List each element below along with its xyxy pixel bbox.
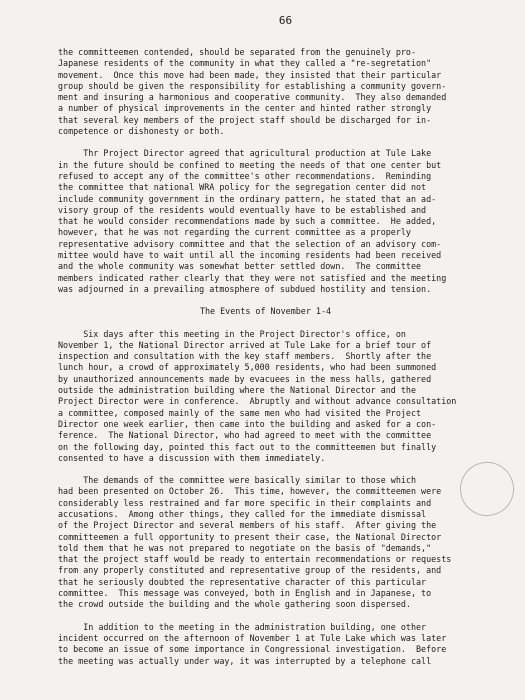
text-line: that several key members of the project staff should be discharged for in- — [58, 114, 432, 125]
text-line: Six days after this meeting in the Project Director's office, on — [58, 328, 406, 339]
text-line: movement. Once this move had been made, they insisted that their particular — [58, 69, 442, 80]
text-line: incident occurred on the afternoon of November 1 at Tule Lake which was later — [58, 632, 447, 643]
text-line: include community government in the ordinary pattern, he stated that an ad- — [58, 193, 437, 204]
text-line: visory group of the residents would eventually have to be established and — [58, 204, 427, 215]
text-line: November 1, the National Director arrived at Tule Lake for a brief tour of — [58, 339, 432, 350]
text-line: from any properly constituted and representative group of the residents, and — [58, 565, 442, 576]
paragraph-4 — [58, 475, 493, 611]
text-line: consented to have a discussion with them immediately. — [58, 452, 326, 463]
text-line: Thr Project Director agreed that agricultural production at Tule Lake — [58, 148, 432, 159]
text-line: representative advisory committee and that the selection of an advisory com- — [58, 238, 442, 249]
text-line: in the future should be confined to meeting the needs of that one center but — [58, 159, 442, 170]
paragraph-3 — [58, 329, 493, 465]
text-line: inspection and consultation with the key staff members. Shortly after the — [58, 351, 432, 362]
text-line: that he seriously doubted the representative character of this particular — [58, 576, 427, 587]
text-line: that the project staff would be ready to entertain recommendations or requests — [58, 554, 452, 565]
text-line: of the Project Director and several members of his staff. After giving the — [58, 520, 437, 531]
text-line: a number of physical improvements in the center and hinted rather strongly — [58, 103, 432, 114]
text-line: was adjourned in a prevailing atmosphere of subdued hostility and tension. — [58, 283, 432, 294]
text-line: outside the administration building where the National Director and the — [58, 385, 416, 396]
text-line: committee. This message was conveyed, both in English and in Japanese, to — [58, 588, 432, 599]
section-heading: The Events of November 1-4 — [199, 306, 332, 317]
text-line: Director one week earlier, then came into the building and asked for a con- — [58, 418, 437, 429]
paragraph-2 — [58, 148, 493, 295]
text-line: the committee that national WRA policy for the segregation center did not — [58, 182, 427, 193]
text-line: the crowd outside the building and the whole gathering soon dispersed. — [58, 599, 411, 610]
text-line: ference. The National Director, who had agreed to meet with the committee — [58, 430, 432, 441]
text-line: members indicated rather clearly that they were not satisfied and the meeting — [58, 272, 447, 283]
text-line: lunch hour, a crowd of approximately 5,000 residents, who had been summoned — [58, 362, 437, 373]
text-line: accusations. Among other things, they called for the immediate dismissal — [58, 508, 427, 519]
text-line: by unauthorized announcements made by evacuees in the mess halls, gathered — [58, 373, 432, 384]
text-line: on the following day, pointed this fact out to the committeemen but finally — [58, 441, 437, 452]
paragraph-1 — [58, 47, 493, 137]
page-number: 66 — [278, 14, 293, 27]
text-line: refused to accept any of the committee's other recommendations. Reminding — [58, 170, 432, 181]
text-line: ment and insuring a harmonious and cooperative community. They also demanded — [58, 92, 447, 103]
text-line: had been presented on October 26. This time, however, the committeemen were — [58, 486, 442, 497]
text-line: The demands of the committee were basically similar to those which — [58, 475, 416, 486]
text-line: and the whole community was somewhat better settled down. The committee — [58, 261, 422, 272]
text-line: the committeemen contended, should be separated from the genuinely pro- — [58, 47, 416, 57]
paragraph-5 — [58, 622, 493, 667]
text-line: In addition to the meeting in the administration building, one other — [58, 621, 427, 632]
text-line: told them that he was not prepared to negotiate on the basis of "demands," — [58, 542, 432, 553]
text-line: to become an issue of some importance in Congressional investigation. Before — [58, 644, 447, 655]
text-line: that he would consider recommendations made by such a committee. He added, — [58, 216, 437, 227]
text-line: Japanese residents of the community in what they called a "re-segretation" — [58, 58, 432, 69]
text-line: mittee would have to wait until all the incoming residents had been received — [58, 250, 442, 261]
text-line: the meeting was actually under way, it was interrupted by a telephone call — [58, 655, 432, 666]
text-line: however, that he was not regarding the current committee as a properly — [58, 227, 411, 238]
text-line: competence or dishonesty or both. — [58, 126, 225, 137]
text-line: group should be given the responsibility for establishing a community govern- — [58, 80, 447, 91]
text-line: committeemen a full opportunity to present their case, the National Director — [58, 531, 442, 542]
text-line: Project Director were in conference. Abruptly and without advance consultation — [58, 396, 457, 407]
text-line: considerably less restrained and far more specific in their complaints and — [58, 497, 432, 508]
text-line: a committee, composed mainly of the same men who had visited the Project — [58, 407, 422, 418]
